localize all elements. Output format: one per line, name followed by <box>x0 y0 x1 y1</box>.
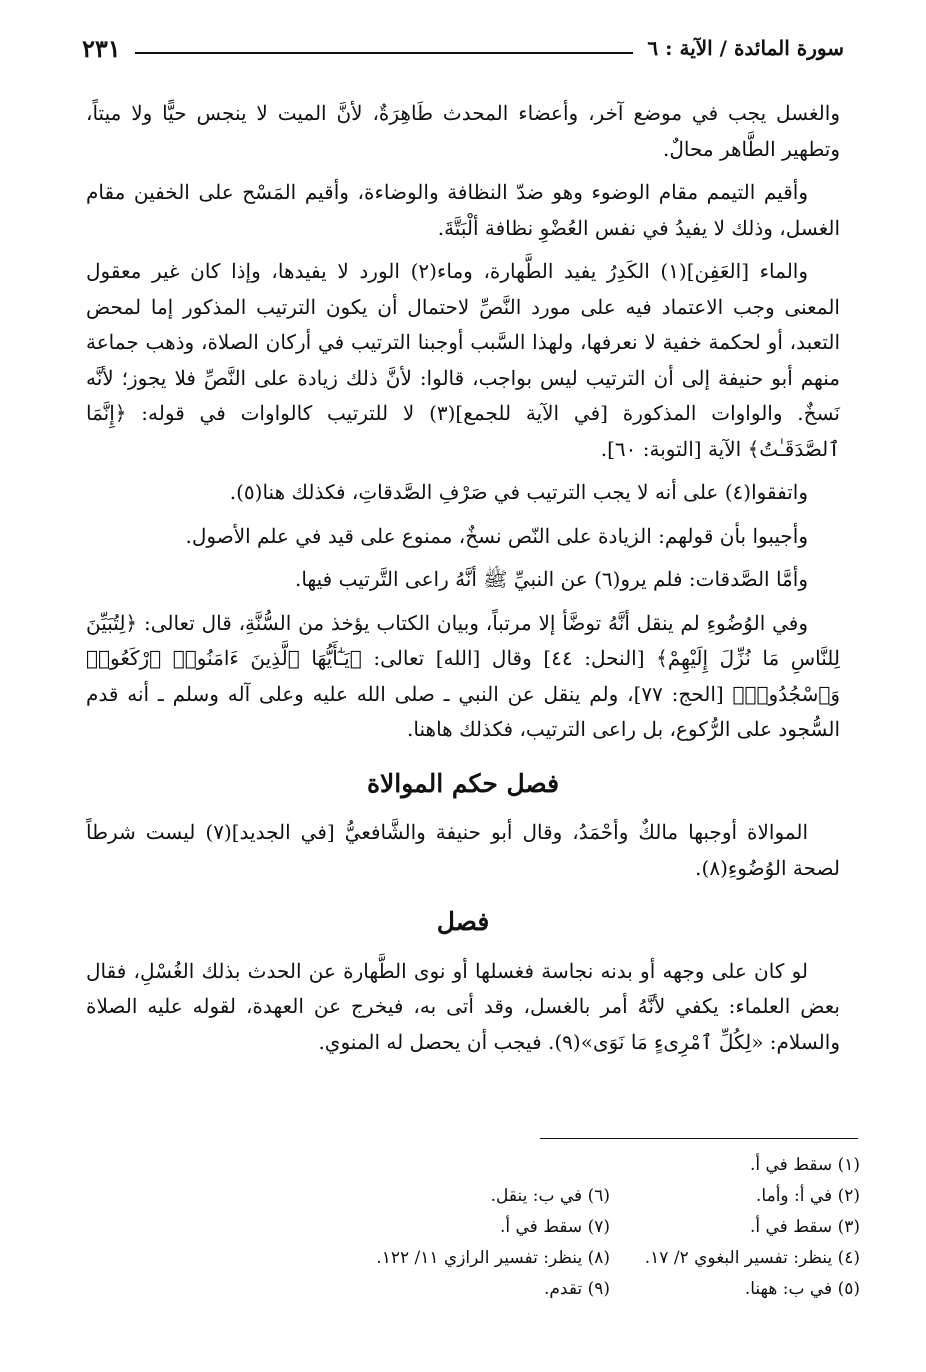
footnote-row <box>140 1274 860 1305</box>
paragraph: وأمَّا الصَّدقات: فلم يرو(٦) عن النبيِّ ﷺ أنَّهُ راعى التَّرتيب فيها. <box>294 567 808 591</box>
paragraph: وأجيبوا بأن قولهم: الزيادة على النّص نسخٌ، ممنوع على قيد في علم الأصول. <box>185 523 808 548</box>
paragraph: لو كان على وجهه أو بدنه نجاسة فغسلها أو نوى الطَّهارة عن الحدث بذلك الغُسْلِ، فقال بعض العلماء: يكفي لأنَّهُ أمر بالغسل، وقد أتى به، فيخرج عن العهدة، لقوله عليه الصلاة والسلام: «لِكُلِّ ٱمْرِىءٍ مَا نَوَى»(٩). فيجب أن يحصل له المنوي. <box>86 958 840 1054</box>
section-heading: فصل حكم الموالاة <box>366 768 560 798</box>
footnote-row <box>140 1212 860 1243</box>
header-rule <box>135 52 634 54</box>
paragraph: وفي الوُضُوءِ لم ينقل أنَّهُ توضَّأ إلا مرتباً، وبيان الكتاب يؤخذ من السُّنَّةِ، قال تعالى: ﴿لِتُبَيِّنَ لِلنَّاسِ مَا نُزِّلَ إِلَيْهِمْ﴾ [النحل: ٤٤] وقال [الله] تعالى: ﴿يَـٰٓأَيُّهَا ٱلَّذِينَ ءَامَنُوا۟ ٱرْكَعُوا۟ وَٱسْجُدُوا۟﴾ [الحج: ٧٧]، ولم ينقل عن النبي ـ صلى الله عليه وعلى آله وسلم ـ أنه قدم السُّجود على الرُّكوع، بل راعى الترتيب، فكذلك هاهنا. <box>86 610 841 741</box>
paragraph: والغسل يجب في موضع آخر، وأعضاء المحدث طَاهِرَةٌ، لأنَّ الميت لا ينجس حيًّا ولا ميتاً، وتطهير الطَّاهر محالٌ. <box>86 101 840 161</box>
section-heading: فصل <box>436 907 490 936</box>
page-number: ٢٣١ <box>82 33 121 63</box>
footnote: (٤) ينظر: تفسير البغوي ٢/ ١٧. <box>644 1248 860 1268</box>
paragraph: وأقيم التيمم مقام الوضوء وهو ضدّ النظافة والوضاءة، وأقيم المَسْح على الخفين مقام الغسل، وذلك لا يفيدُ في نفس العُضْوِ نظافة ألْبَتَّةَ. <box>86 180 840 240</box>
footnote: (١) سقط في أ. <box>749 1155 860 1175</box>
footnote: (٧) سقط في أ. <box>499 1217 610 1237</box>
page-header <box>82 30 844 66</box>
paragraph: واتفقوا(٤) على أنه لا يجب الترتيب في صَرْفِ الصَّدقاتِ، فكذلك هنا(٥). <box>229 480 808 504</box>
footnote-row <box>140 1150 860 1181</box>
footnote: (٨) ينظر: تفسير الرازي ١١/ ١٢٢. <box>376 1248 610 1268</box>
footnote-row <box>140 1243 860 1274</box>
footnote-row <box>140 1181 860 1212</box>
main-text <box>86 96 840 1068</box>
footnote: (٣) سقط في أ. <box>749 1217 860 1237</box>
paragraph: والماء [العَفِن](١) الكَدِرُ يفيد الطَّهارة، وماء(٢) الورد لا يفيدها، وإذا كان غير معقول المعنى وجب الاعتماد فيه على مورد النَّصِّ لاحتمال أن يكون الترتيب المذكور إما لمحض التعبد، أو لحكمة خفية لا نعرفها، ولهذا السَّبب أوجبنا الترتيب في أركان الصلاة، وذهب جماعة منهم أبو حنيفة إلى أن الترتيب ليس بواجب، قالوا: لأنَّ ذلك زيادة على النَّصِّ فلا يجوز؛ لأنَّه نَسخٌ. والواوات المذكورة [في الآية للجمع](٣) لا للترتيب كالواوات في قوله: ﴿إِنَّمَا ٱلصَّدَقَـٰتُ﴾ الآية [التوبة: ٦٠]. <box>86 259 840 461</box>
footnote: (٥) في ب: ههنا. <box>744 1279 860 1299</box>
paragraph: الموالاة أوجبها مالكٌ وأحْمَدُ، وقال أبو حنيفة والشَّافعيُّ [في الجديد](٧) ليست شرطاً لصحة الوُضُوءِ(٨). <box>86 820 840 880</box>
footnote: (٢) في أ: وأما. <box>756 1186 860 1206</box>
footnotes <box>140 1150 860 1305</box>
footnote: (٩) تقدم. <box>543 1279 610 1299</box>
footnote-rule <box>540 1138 858 1139</box>
footnote: (٦) في ب: ينقل. <box>490 1186 610 1206</box>
running-title: سورة المائدة / الآية : ٦ <box>647 36 844 60</box>
footnote <box>364 1150 610 1181</box>
